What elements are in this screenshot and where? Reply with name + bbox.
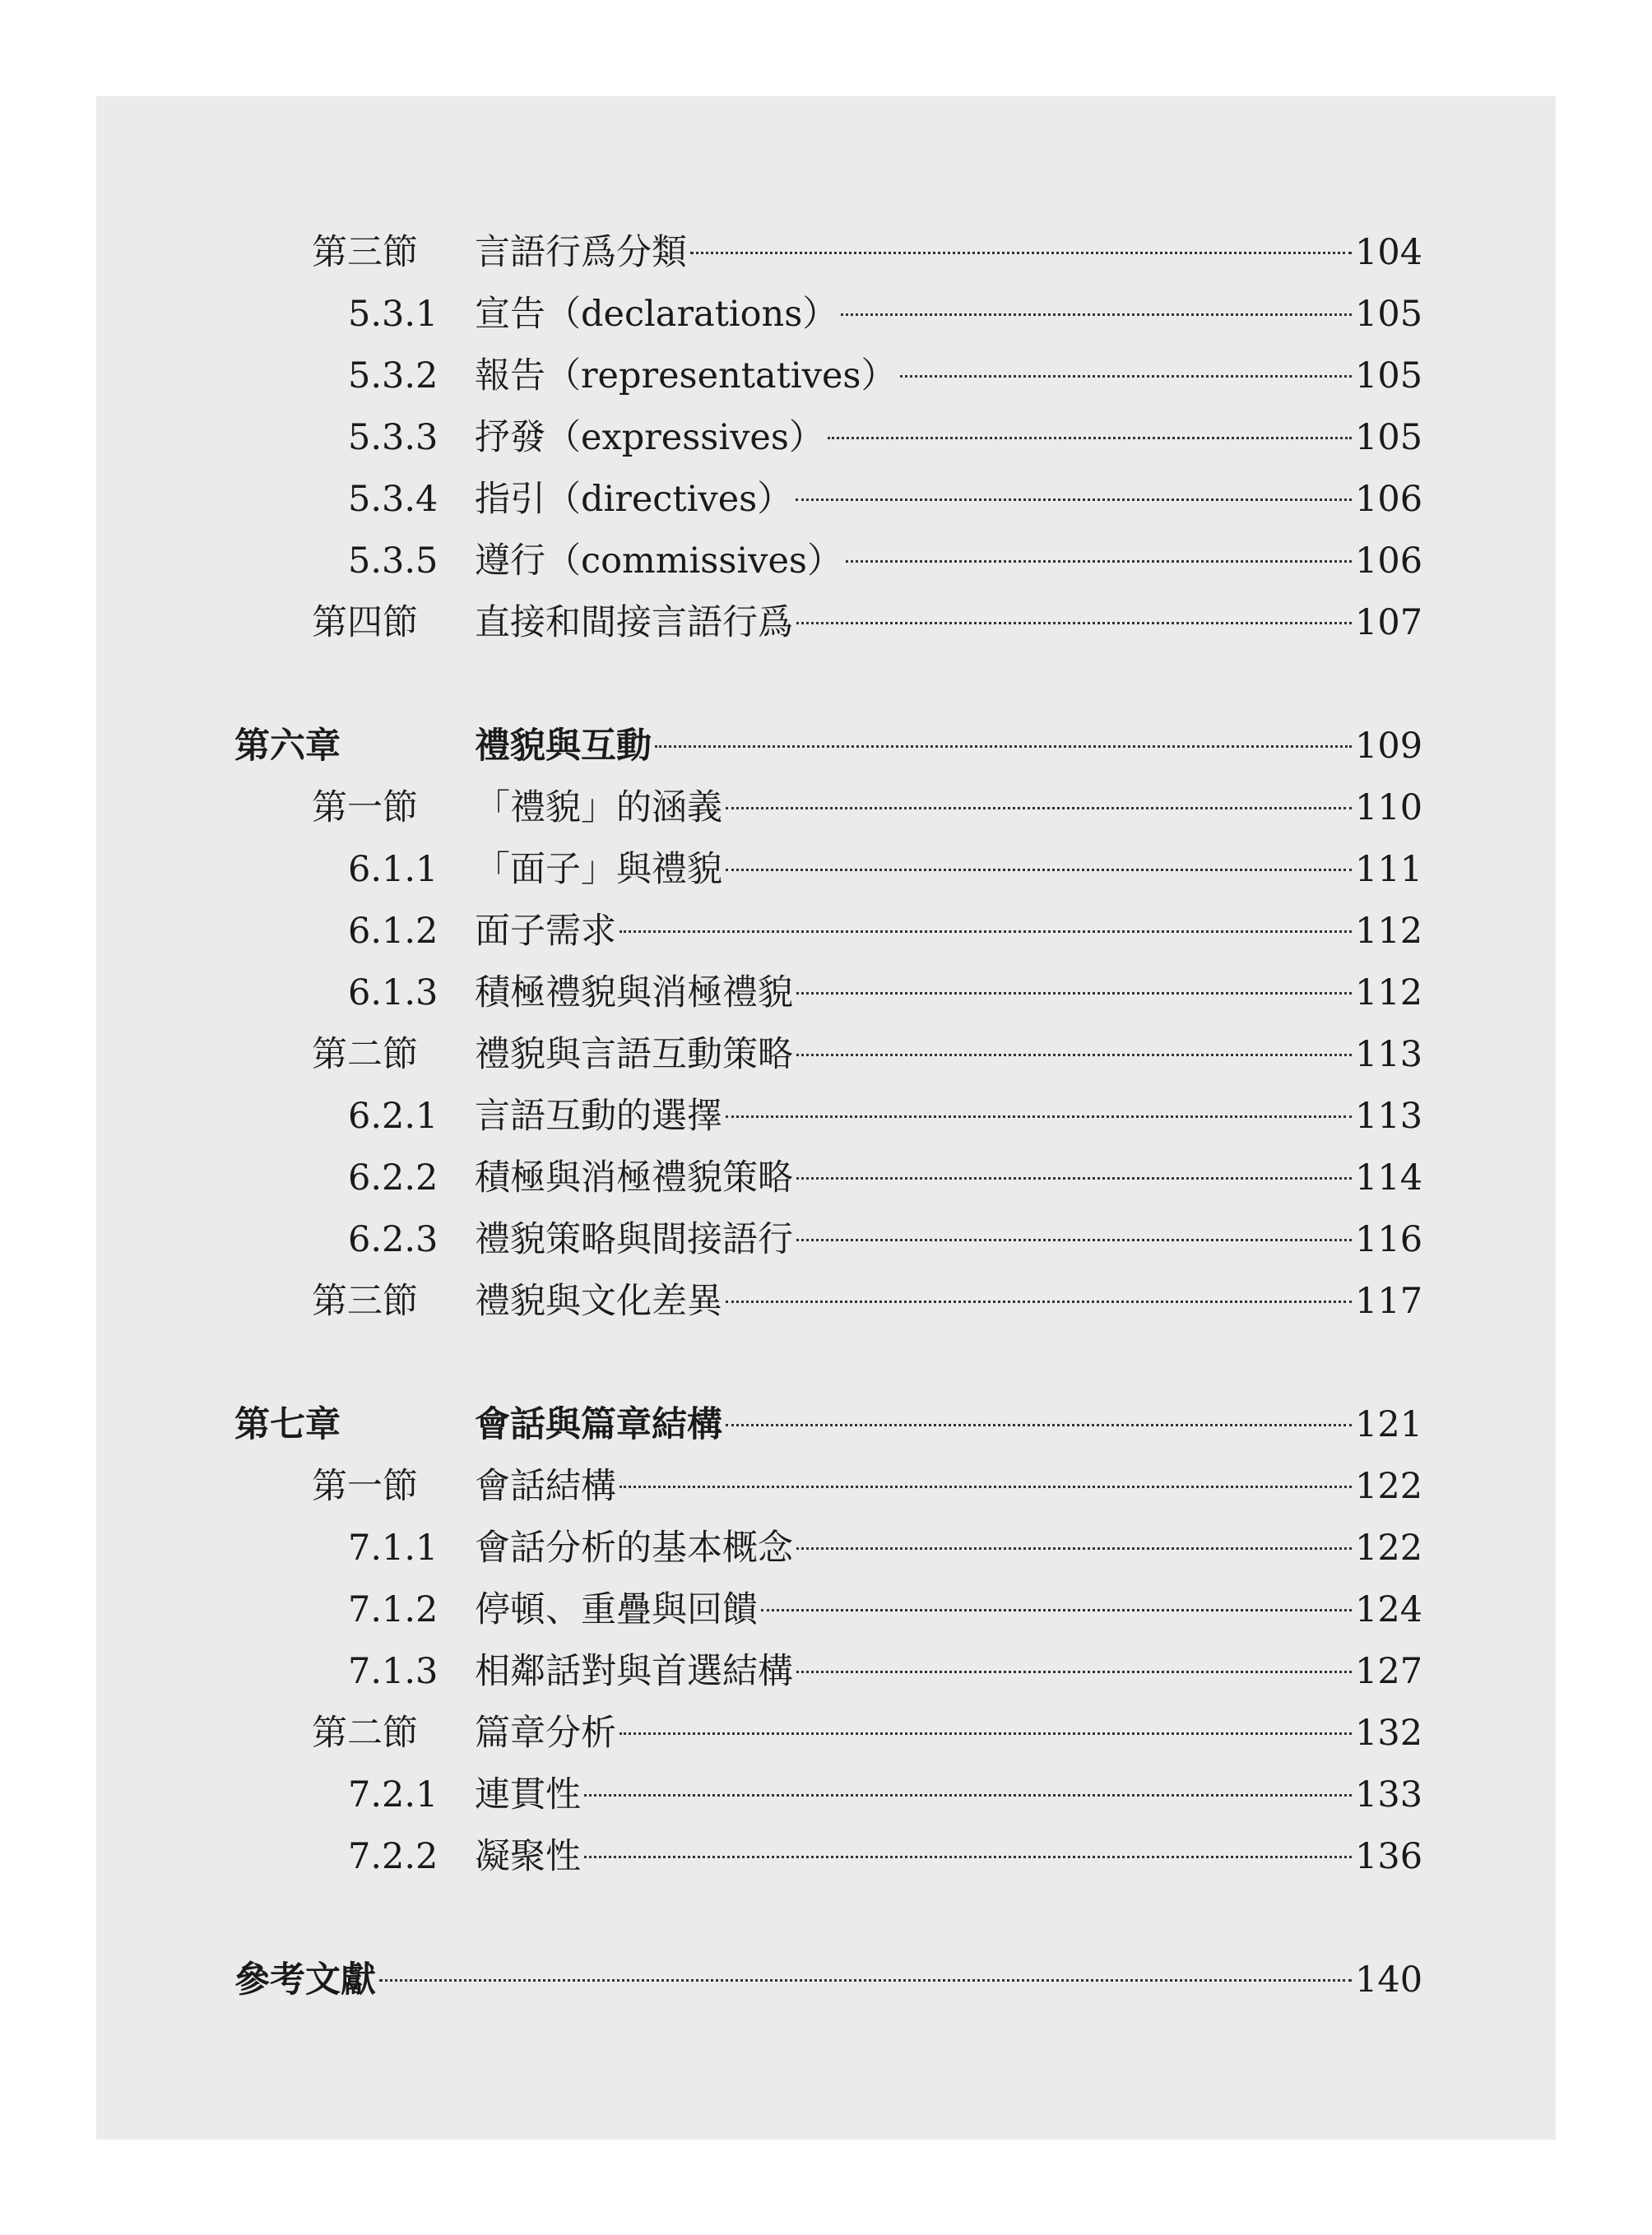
- toc-entry-line: [475, 413, 1423, 462]
- toc-entry: [96, 1832, 1556, 1881]
- dot-leader: [841, 313, 1352, 316]
- toc-entry-title: 「面子」與禮貌: [475, 849, 722, 890]
- toc-entry-line: [475, 351, 1423, 401]
- toc-entry-number: 第一節: [312, 787, 418, 828]
- toc-entry: [96, 598, 1556, 647]
- toc-entry: [96, 1277, 1556, 1326]
- toc-entry-page-number: 127: [1355, 1651, 1423, 1692]
- toc-entry-title: 篇章分析: [475, 1713, 616, 1754]
- toc-entry-number: 6.1.3: [348, 972, 439, 1013]
- dot-leader: [796, 1054, 1352, 1056]
- toc-entry: [96, 1523, 1556, 1573]
- toc-entry-line: [475, 1709, 1423, 1758]
- toc-entry-number: 6.1.2: [348, 911, 439, 952]
- dot-leader: [796, 1177, 1352, 1180]
- toc-entry-page-number: 111: [1355, 849, 1423, 890]
- toc-entry-line: [475, 1832, 1423, 1881]
- toc-entry-number: 第二節: [312, 1034, 418, 1075]
- toc-entry: [96, 1215, 1556, 1264]
- toc-entry-page-number: 112: [1355, 911, 1423, 952]
- toc-entry: [96, 1647, 1556, 1696]
- dot-leader: [726, 1301, 1352, 1303]
- toc-entry-title: 會話結構: [475, 1466, 616, 1507]
- toc-entry-line: [475, 845, 1423, 894]
- toc-entry-line: [475, 1770, 1423, 1820]
- toc-entry-title: 參考文獻: [234, 1959, 376, 2001]
- toc-entry-title: 禮貌策略與間接語行: [475, 1219, 793, 1260]
- toc-entry-line: [475, 228, 1423, 277]
- toc-entry-number: 7.1.3: [348, 1651, 439, 1692]
- toc-entry-number: 7.1.1: [348, 1528, 439, 1569]
- toc-entry-title: 停頓、重疊與回饋: [475, 1589, 758, 1630]
- toc-entry-number: 第三節: [312, 232, 418, 273]
- dot-leader: [900, 375, 1353, 378]
- dot-leader: [584, 1794, 1352, 1797]
- dot-leader: [620, 930, 1352, 933]
- toc-entry-title: 報告（representatives）: [475, 355, 897, 396]
- toc-entry: [96, 351, 1556, 401]
- dot-leader: [846, 560, 1352, 563]
- toc-entry-page-number: 114: [1355, 1157, 1423, 1199]
- toc-entry-number: 第二節: [312, 1713, 418, 1754]
- dot-leader: [726, 869, 1352, 871]
- toc-entry: [96, 968, 1556, 1018]
- toc-page: [96, 96, 1556, 2140]
- toc-entry-number: 5.3.1: [348, 294, 439, 335]
- toc-entry-number: 第七章: [234, 1404, 341, 1445]
- toc-entry: [96, 475, 1556, 524]
- toc-entry-line: [475, 907, 1423, 956]
- toc-entry-title: 積極與消極禮貌策略: [475, 1157, 793, 1199]
- toc-entry-title: 言語互動的選擇: [475, 1096, 722, 1137]
- toc-entry-line: [475, 1585, 1423, 1635]
- dot-leader: [620, 1732, 1352, 1735]
- toc-entry: [96, 290, 1556, 339]
- toc-entry-number: 6.2.2: [348, 1157, 439, 1199]
- toc-entry-title: 指引（directives）: [475, 479, 793, 520]
- toc-entry: [96, 1400, 1556, 1449]
- dot-leader: [796, 1239, 1352, 1241]
- toc-entry-line: [475, 783, 1423, 832]
- toc-entry-title: 「禮貌」的涵義: [475, 787, 722, 828]
- toc-entry-number: 7.2.2: [348, 1836, 439, 1877]
- toc-entry-line: [475, 598, 1423, 647]
- toc-entry-page-number: 105: [1355, 355, 1423, 396]
- toc-entry-page-number: 112: [1355, 972, 1423, 1013]
- toc-entry-title: 積極禮貌與消極禮貌: [475, 972, 793, 1013]
- toc-entry: [96, 1585, 1556, 1635]
- toc-entry-line: [475, 721, 1423, 771]
- toc-entry-number: 第四節: [312, 602, 418, 643]
- toc-entry-number: 5.3.3: [348, 417, 439, 458]
- toc-entry-number: 6.2.1: [348, 1096, 439, 1137]
- toc-entry-number: 7.1.2: [348, 1589, 439, 1630]
- toc-entry: [96, 845, 1556, 894]
- toc-entry-title: 遵行（commissives）: [475, 540, 842, 582]
- dot-leader: [796, 1671, 1352, 1673]
- toc-entry-page-number: 132: [1355, 1713, 1423, 1754]
- toc-entry-line: [234, 1955, 1423, 2005]
- toc-entry-title: 面子需求: [475, 911, 616, 952]
- toc-entry-title: 相鄰話對與首選結構: [475, 1651, 793, 1692]
- toc-entry-page-number: 140: [1355, 1959, 1423, 2001]
- dot-leader: [828, 437, 1352, 439]
- toc-entry-page-number: 109: [1355, 726, 1423, 767]
- toc-entry-page-number: 122: [1355, 1528, 1423, 1569]
- toc-entry-number: 6.1.1: [348, 849, 439, 890]
- toc-entry: [96, 783, 1556, 832]
- dot-leader: [379, 1979, 1352, 1982]
- toc-entry-title: 抒發（expressives）: [475, 417, 824, 458]
- toc-entry-line: [475, 1153, 1423, 1203]
- toc-entry-title: 宣告（declarations）: [475, 294, 838, 335]
- toc-entry-page-number: 110: [1355, 787, 1423, 828]
- toc-entry-title: 連貫性: [475, 1774, 581, 1815]
- toc-entry-line: [475, 968, 1423, 1018]
- toc-entry-page-number: 133: [1355, 1774, 1423, 1815]
- toc-entry-page-number: 106: [1355, 540, 1423, 582]
- toc-entry-title: 會話與篇章結構: [475, 1404, 722, 1445]
- toc-entry-page-number: 116: [1355, 1219, 1423, 1260]
- toc-entry: [96, 1955, 1556, 2005]
- toc-entry: [96, 1153, 1556, 1203]
- toc-entry-line: [475, 1277, 1423, 1326]
- toc-entry-title: 直接和間接言語行爲: [475, 602, 793, 643]
- toc-entry-line: [475, 290, 1423, 339]
- toc-entry-page-number: 121: [1355, 1404, 1423, 1445]
- toc-entry: [96, 536, 1556, 586]
- dot-leader: [796, 622, 1352, 624]
- toc-entry-page-number: 113: [1355, 1096, 1423, 1137]
- toc-entry-line: [475, 536, 1423, 586]
- toc-entry-page-number: 117: [1355, 1281, 1423, 1322]
- dot-leader: [726, 807, 1352, 809]
- toc-entry: [96, 413, 1556, 462]
- toc-entry-title: 凝聚性: [475, 1836, 581, 1877]
- toc-entry: [96, 1092, 1556, 1141]
- toc-entry-number: 6.2.3: [348, 1219, 439, 1260]
- toc-entry-number: 5.3.5: [348, 540, 439, 582]
- toc-entry-line: [475, 1462, 1423, 1511]
- toc-entry-line: [475, 1215, 1423, 1264]
- dot-leader: [690, 252, 1352, 254]
- toc-entry-title: 禮貌與言語互動策略: [475, 1034, 793, 1075]
- toc-entry-number: 第三節: [312, 1281, 418, 1322]
- dot-leader: [620, 1486, 1352, 1488]
- toc-entry-page-number: 124: [1355, 1589, 1423, 1630]
- toc-entry-page-number: 106: [1355, 479, 1423, 520]
- toc-entry-line: [475, 1400, 1423, 1449]
- toc-entry-page-number: 107: [1355, 602, 1423, 643]
- toc-entry-title: 會話分析的基本概念: [475, 1528, 793, 1569]
- toc-entry-page-number: 122: [1355, 1466, 1423, 1507]
- toc-entry-number: 第六章: [234, 726, 341, 767]
- toc-entry: [96, 721, 1556, 771]
- toc-entry-title: 禮貌與文化差異: [475, 1281, 722, 1322]
- dot-leader: [655, 745, 1352, 748]
- dot-leader: [726, 1424, 1352, 1426]
- toc-entry-line: [475, 475, 1423, 524]
- toc-entry-title: 禮貌與互動: [475, 726, 652, 767]
- dot-leader: [584, 1856, 1352, 1858]
- toc-entry-line: [475, 1030, 1423, 1079]
- toc-entry: [96, 1770, 1556, 1820]
- toc-entry-page-number: 136: [1355, 1836, 1423, 1877]
- toc-entry-number: 第一節: [312, 1466, 418, 1507]
- toc-entry-number: 7.2.1: [348, 1774, 439, 1815]
- toc-entry: [96, 1030, 1556, 1079]
- toc-entry-page-number: 104: [1355, 232, 1423, 273]
- toc-entry: [96, 907, 1556, 956]
- dot-leader: [796, 992, 1352, 995]
- toc-entry-page-number: 105: [1355, 417, 1423, 458]
- dot-leader: [796, 1547, 1352, 1550]
- toc-entry-line: [475, 1647, 1423, 1696]
- toc-entry-line: [475, 1092, 1423, 1141]
- toc-entry-title: 言語行爲分類: [475, 232, 687, 273]
- dot-leader: [796, 498, 1352, 501]
- toc-entry: [96, 228, 1556, 277]
- toc-entry-page-number: 105: [1355, 294, 1423, 335]
- dot-leader: [761, 1609, 1352, 1611]
- toc-entry-number: 5.3.4: [348, 479, 439, 520]
- toc-entry-page-number: 113: [1355, 1034, 1423, 1075]
- toc-entry-line: [475, 1523, 1423, 1573]
- toc-entry: [96, 1709, 1556, 1758]
- toc-entry-number: 5.3.2: [348, 355, 439, 396]
- dot-leader: [726, 1115, 1352, 1118]
- toc-entry: [96, 1462, 1556, 1511]
